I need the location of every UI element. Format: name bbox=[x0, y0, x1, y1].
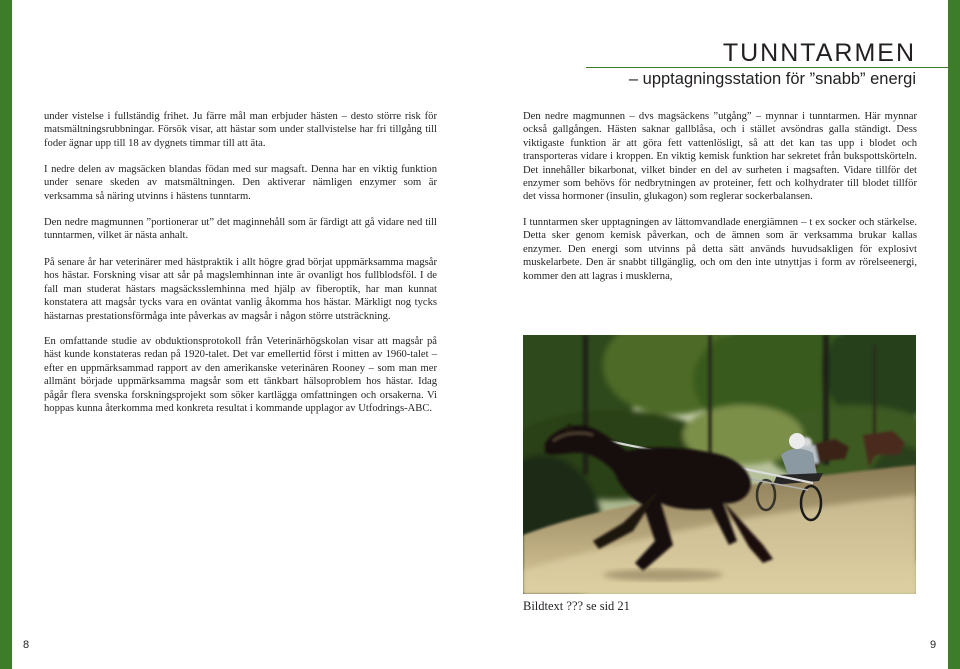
trotting-race-photo bbox=[523, 335, 916, 594]
right-margin-bar bbox=[948, 0, 960, 669]
right-paragraph-2: I tunntarmen sker upptagningen av lättomvandlade energiämnen – t ex socker och stärkelse. Detta sker genom kemisk påverkan, och de ämnen som är verksamma brukar kallas enzymer. Den energi som utvinns på detta sätt används huvudsakligen för explosivt muskelarbete. Den är snabbt tillgänglig, och om den inte utnyttjas i form av rörelseenergi, kommer den att lagras i musklerna, bbox=[523, 217, 917, 282]
left-paragraph-4: På senare år har veterinärer med hästpraktik i allt högre grad börjat uppmärksamma magsår hos hästar. Forskning visar att sår på magslemhinnan inte är ovanligt hos fullblodsföl. I de fall man studerat hästars magsäcksslemhinna med hjälp av fiberoptik, har man kunnat konstatera att magsår tycks vara en oväntat vanlig åkomma hos hästar. Märkligt nog tycks hästarnas prestationsförmåga inte påverkas av magsår i någon större utsträckning. bbox=[44, 257, 437, 322]
left-paragraph-5: En omfattande studie av obduktionsprotokoll från Veterinärhögskolan visar att magsår på häst kunde konstateras redan på 1920-talet. Det var emellertid först i mitten av 1960-talet – efter en uppmärksammad rapport av den amerikanske veterinären Rooney – som man mer allmänt började uppmärksamma magsår som ett tänkbart hälsoproblem hos hästar. Idag pågår flera svenska forskningsprojekt som söker kartlägga omfattningen och orsakerna. Vi hoppas kunna återkomma med konkreta resultat i kommande upplagor av Utfodrings-ABC. bbox=[44, 336, 437, 415]
article-subtitle: – upptagningsstation för ”snabb” energi bbox=[628, 70, 916, 88]
page-number-left: 8 bbox=[23, 639, 30, 651]
left-paragraph-1: under vistelse i fullständig frihet. Ju färre mål man erbjuder hästen – desto större risk för matsmältningsrubbningar. Försök visar, att hästar som under stallvistelse har fri tillgång till foder ägnar upp till 18 av dygnets timmar till att äta. bbox=[44, 111, 437, 149]
article-title: TUNNTARMEN bbox=[722, 39, 916, 67]
left-paragraph-3: Den nedre magmunnen ”portionerar ut” det maginnehåll som är färdigt att gå vidare ned till tunntarmen, vilket är nästa anhalt. bbox=[44, 217, 437, 242]
left-paragraph-2: I nedre delen av magsäcken blandas födan med sur magsaft. Denna har en viktig funktion under senare skeden av matsmältningen. Den aktiverar nämligen enzymer som är verksamma så näring utvinns i hästens tunntarm. bbox=[44, 164, 437, 202]
right-paragraph-1: Den nedre magmunnen – dvs magsäckens ”utgång” – mynnar i tunntarmen. Här mynnar också gallgången. Hästen saknar gallblåsa, och i stället avsöndras galla ständigt. Dess viktigaste funktion är att göra fett vattenlösligt, så att det kan tas upp i blodet och transporteras vidare i kroppen. En viktig kemisk funktion har sekretet från bukspottskörteln. Det innehåller bikarbonat, vilket binder en del av surheten i magsaften. Vidare tillför det enzymer som behövs för nedbrytningen av proteiner, fett och kolhydrater till blodet tillför det vissa hormoner (insulin, glukagon) som reglerar sockerbalansen. bbox=[523, 111, 917, 203]
photo-caption: Bildtext ??? se sid 21 bbox=[523, 599, 630, 613]
page-number-right: 9 bbox=[930, 639, 937, 651]
left-margin-bar bbox=[0, 0, 12, 669]
